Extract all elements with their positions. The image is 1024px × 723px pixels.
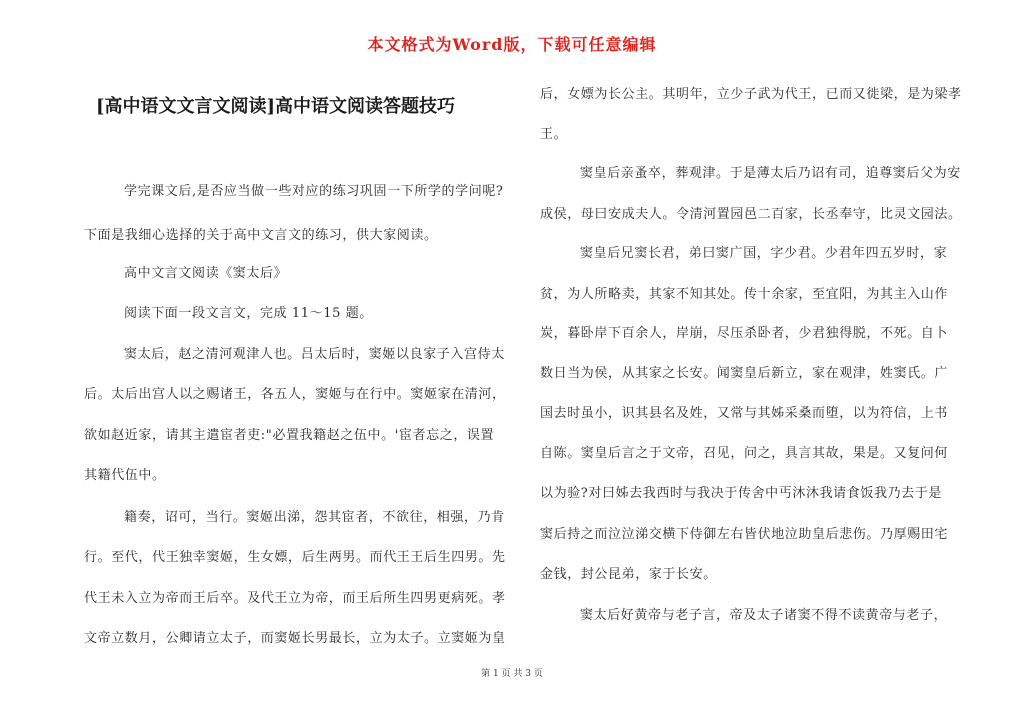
right-line: 成侯，母曰安成夫人。令清河置园邑二百家，长丞奉守，比灵文园法。 <box>540 207 962 222</box>
left-line: 后。太后出宫人以之赐诸王，各五人，窦姬与在行中。窦姬家在清河， <box>84 387 506 402</box>
left-line: 籍奏，诏可，当行。窦姬出涕，怨其宦者，不欲往，相强，乃肯 <box>124 510 505 525</box>
left-line: 窦太后，赵之清河观津人也。吕太后时，窦姬以良家子入宫侍太 <box>124 347 505 362</box>
right-line: 自陈。窦皇后言之于文帝，召见，问之，具言其故，果是。又复问何 <box>540 446 949 461</box>
right-line: 后，女嫖为长公主。其明年，立少子武为代王，已而又徙梁，是为梁孝 <box>540 87 962 102</box>
left-line: 欲如赵近家，请其主遣宦者吏:"必置我籍赵之伍中。'宦者忘之，误置 <box>84 428 495 443</box>
left-line: 学完课文后,是否应当做一些对应的练习巩固一下所学的学问呢? <box>124 184 504 199</box>
left-line: 下面是我细心选择的关于高中文言文的练习，供大家阅读。 <box>84 228 438 243</box>
page-number: 第 1 页 共 3 页 <box>481 669 543 679</box>
right-line: 窦皇后亲蚤卒，葬观津。于是薄太后乃诏有司，追尊窦后父为安 <box>580 166 961 181</box>
right-line: 炭，暮卧岸下百余人，岸崩，尽压杀卧者，少君独得脱，不死。自卜 <box>540 326 949 341</box>
download-banner: 本文格式为Word版，下载可任意编辑 <box>367 35 657 54</box>
right-line: 窦太后好黄帝与老子言，帝及太子诸窦不得不读黄帝与老子， <box>580 608 948 623</box>
right-line: 数日当为侯，从其家之长安。闻窦皇后新立，家在观津，姓窦氏。广 <box>540 366 949 381</box>
right-line: 王。 <box>540 127 568 142</box>
left-line: 代王未入立为帝而王后卒。及代王立为帝，而王后所生四男更病死。孝 <box>84 591 506 606</box>
left-line: 行。至代，代王独幸窦姬，生女嫖，后生两男。而代王王后生四男。先 <box>84 550 506 565</box>
right-line: 国去时虽小，识其县名及姓，又常与其姊采桑而堕，以为符信，上书 <box>540 406 949 421</box>
left-line: 其籍代伍中。 <box>84 468 166 483</box>
right-line: 金钱，封公昆弟，家于长安。 <box>540 567 717 582</box>
right-line: 窦后持之而泣泣涕交横下侍御左右皆伏地泣助皇后悲伤。乃厚赐田宅 <box>540 527 949 542</box>
left-line: 高中文言文阅读《窦太后》 <box>124 266 288 281</box>
right-line: 以为验?对曰姊去我西时与我决于传舍中丐沐沐我请食饭我乃去于是 <box>540 486 942 501</box>
document-title: [高中语文文言文阅读]高中语文阅读答题技巧 <box>96 96 456 117</box>
right-line: 贫，为人所略卖，其家不知其处。传十余家，至宜阳，为其主入山作 <box>540 287 949 302</box>
right-line: 窦皇后兄窦长君，弟曰窦广国，字少君。少君年四五岁时，家 <box>580 246 948 261</box>
left-line: 文帝立数月，公卿请立太子，而窦姬长男最长，立为太子。立窦姬为皇 <box>84 631 506 646</box>
left-line: 阅读下面一段文言文，完成 11～15 题。 <box>124 306 373 321</box>
